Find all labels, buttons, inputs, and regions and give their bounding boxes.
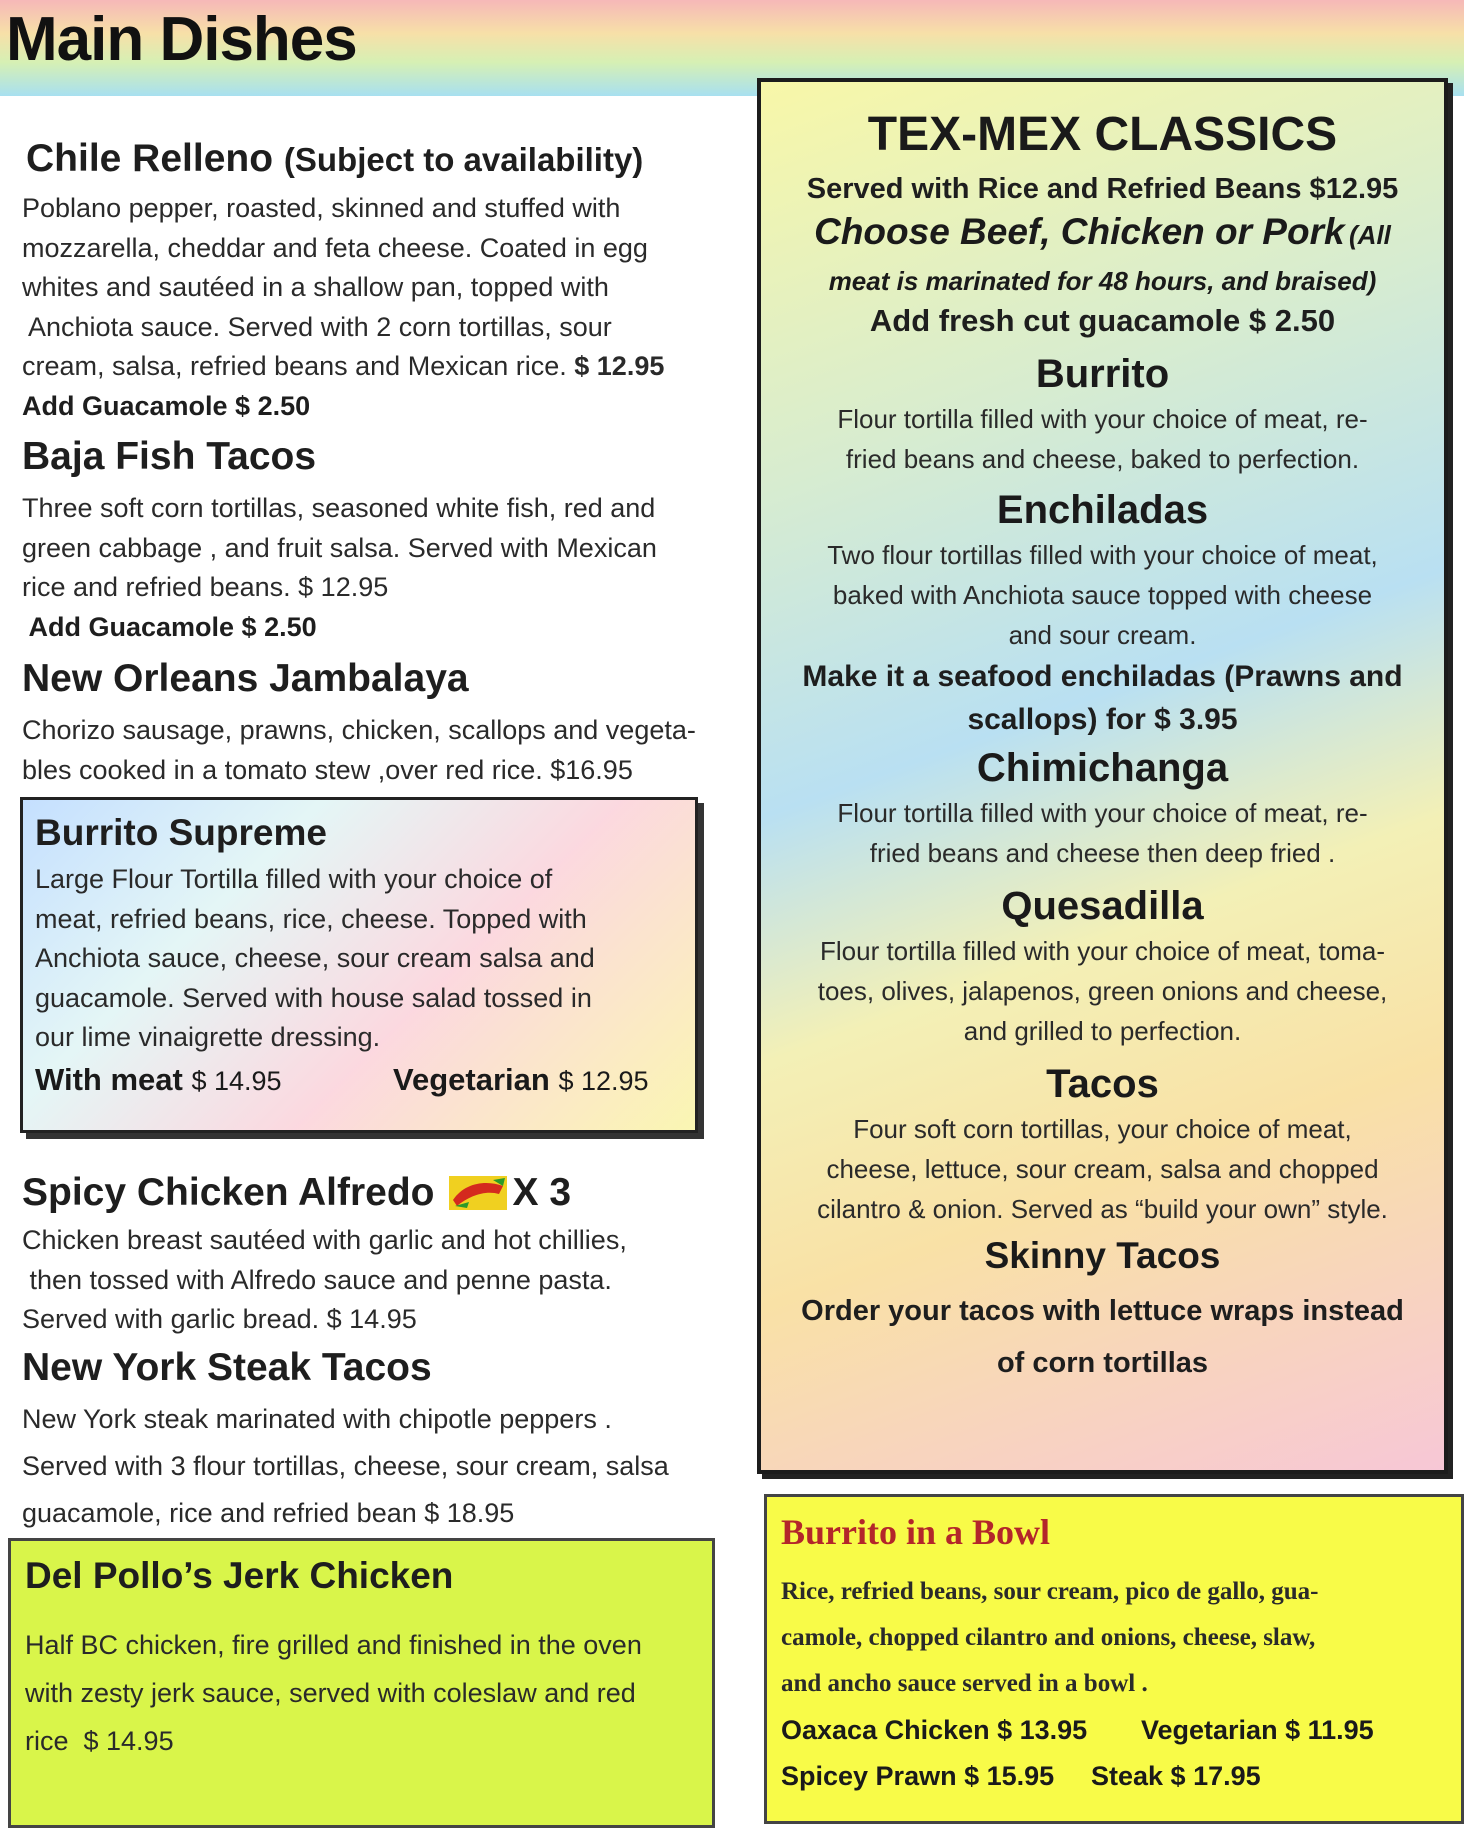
desc-line: Large Flour Tortilla filled with your choice of: [35, 864, 553, 894]
price-value: $ 14.95: [191, 1065, 282, 1096]
item-title-chimichanga: Chimichanga: [976, 746, 1229, 790]
desc-line: of corn tortillas: [996, 1347, 1209, 1379]
price-spicey-prawn: Spicey Prawn $ 15.95: [781, 1761, 1055, 1791]
availability-note: (Subject to availability): [283, 141, 644, 178]
choose-note: (All: [1349, 220, 1391, 250]
dish-title-alfredo: [22, 1170, 571, 1216]
item-description: [761, 535, 1444, 655]
dish-title-text: Chile Relleno: [26, 137, 274, 180]
desc-line: with zesty jerk sauce, served with coleslaw and red: [25, 1678, 636, 1708]
price-with-meat: [35, 1062, 393, 1098]
desc-line: and ancho sauce served in a bowl .: [781, 1670, 1148, 1697]
price-steak: Steak $ 17.95: [1091, 1761, 1261, 1791]
item-description: [761, 1109, 1444, 1229]
desc-line: Three soft corn tortillas, seasoned white fish, red and: [22, 493, 656, 523]
item-title-tacos: Tacos: [1046, 1062, 1159, 1106]
chili-pepper-icon: [449, 1176, 507, 1210]
dish-title: [26, 136, 746, 183]
desc-line: and grilled to perfection.: [963, 1016, 1242, 1046]
desc-line: guacamole. Served with house salad tossed in: [35, 982, 592, 1013]
item-title-burrito: Burrito: [1035, 352, 1170, 396]
burrito-in-a-bowl-box: [764, 1494, 1464, 1824]
section-title: TEX-MEX CLASSICS: [867, 108, 1338, 161]
desc-line: then tossed with Alfredo sauce and penne pasta.: [22, 1264, 612, 1295]
desc-line-text: cream, salsa, refried beans and Mexican rice.: [22, 351, 567, 381]
desc-line: rice and refried beans. $ 12.95: [22, 572, 389, 602]
desc-line: Flour tortilla filled with your choice of meat, re-: [837, 404, 1368, 434]
price-value: $ 12.95: [558, 1065, 649, 1096]
desc-line: Flour tortilla filled with your choice of meat, re-: [837, 798, 1368, 828]
desc-line: Make it a seafood enchiladas (Prawns and: [802, 660, 1403, 693]
dish-title-jerk: Del Pollo’s Jerk Chicken: [25, 1555, 454, 1596]
choose-text: Choose Beef, Chicken or Pork: [814, 211, 1345, 252]
item-description: [761, 793, 1444, 873]
desc-line: mozzarella, cheddar and feta cheese. Coated in egg: [22, 232, 648, 263]
served-with: Served with Rice and Refried Beans $12.95: [806, 173, 1399, 205]
page-title: Main Dishes: [6, 5, 357, 74]
choose-meat: [761, 209, 1444, 263]
steak-description: [22, 1396, 752, 1537]
dish-title-baja: Baja Fish Tacos: [22, 435, 317, 478]
addon-guacamole: Add Guacamole $ 2.50: [22, 390, 311, 421]
desc-line: and sour cream.: [1008, 620, 1197, 650]
chile-relleno-description: [22, 189, 742, 426]
desc-line: Chorizo sausage, prawns, chicken, scallops and vegeta-: [22, 715, 696, 745]
desc-line: Poblano pepper, roasted, skinned and stuffed with: [22, 193, 621, 223]
desc-line: rice $ 14.95: [25, 1726, 174, 1756]
desc-line: Served with 3 flour tortillas, cheese, sour cream, salsa: [22, 1451, 669, 1481]
desc-line: bles cooked in a tomato stew ,over red rice. $16.95: [22, 754, 633, 785]
desc-line: Rice, refried beans, sour cream, pico de gallo, gua-: [781, 1578, 1319, 1605]
price-label: With meat: [35, 1061, 183, 1097]
dish-title-text: Spicy Chicken Alfredo: [22, 1171, 435, 1214]
desc-line: guacamole, rice and refried bean $ 18.95: [22, 1498, 515, 1528]
desc-line: fried beans and cheese then deep fried .: [869, 838, 1336, 868]
section-chile-relleno: [26, 136, 746, 183]
item-title-skinny-tacos: Skinny Tacos: [984, 1235, 1221, 1276]
desc-line: Chicken breast sautéed with garlic and hot chillies,: [22, 1225, 627, 1255]
desc-line: cheese, lettuce, sour cream, salsa and chopped: [826, 1154, 1379, 1184]
desc-line: Anchiota sauce. Served with 2 corn tortillas, sour: [22, 311, 612, 342]
desc-line: green cabbage , and fruit salsa. Served with Mexican: [22, 532, 657, 563]
desc-line: Two flour tortillas filled with your choice of meat,: [827, 540, 1378, 570]
jerk-description: [25, 1621, 698, 1765]
price-row: [781, 1707, 1447, 1753]
desc-line: Served with garlic bread. $ 14.95: [22, 1304, 417, 1334]
item-description: [761, 399, 1444, 479]
desc-line: whites and sautéed in a shallow pan, topped with: [22, 272, 609, 302]
addon-guacamole: Add Guacamole $ 2.50: [22, 611, 317, 642]
dish-title-jambalaya: New Orleans Jambalaya: [22, 657, 469, 700]
item-title-quesadilla: Quesadilla: [1001, 884, 1204, 928]
desc-line: baked with Anchiota sauce topped with cheese: [832, 580, 1373, 610]
desc-line: Flour tortilla filled with your choice of meat, toma-: [820, 936, 1385, 966]
price: $ 12.95: [574, 351, 665, 381]
price-row: [781, 1753, 1447, 1799]
desc-line: camole, chopped cilantro and onions, cheese, slaw,: [781, 1624, 1316, 1651]
desc-line: our lime vinaigrette dressing.: [35, 1022, 381, 1052]
bowl-prices: [781, 1707, 1447, 1799]
dish-title-steak: New York Steak Tacos: [22, 1346, 432, 1389]
baja-description: [22, 489, 742, 647]
desc-line: [22, 347, 742, 387]
dish-title-supreme: Burrito Supreme: [35, 812, 327, 853]
jerk-chicken-box: [8, 1538, 715, 1828]
desc-line: Anchiota sauce, cheese, sour cream salsa and: [35, 943, 595, 973]
desc-line: cilantro & onion. Served as “build your own” style.: [817, 1194, 1388, 1224]
tex-mex-classics-box: [757, 78, 1448, 1474]
desc-line: Half BC chicken, fire grilled and finished in the oven: [25, 1630, 642, 1660]
price-label: Vegetarian: [393, 1061, 550, 1097]
desc-line: New York steak marinated with chipotle peppers .: [22, 1404, 612, 1434]
add-guacamole: Add fresh cut guacamole $ 2.50: [869, 303, 1336, 338]
skinny-tacos-note: [761, 1285, 1444, 1389]
supreme-description: [35, 860, 683, 1058]
desc-line: meat, refried beans, rice, cheese. Topped with: [35, 903, 587, 934]
jambalaya-description: [22, 711, 752, 790]
desc-line: scallops) for $ 3.95: [967, 703, 1238, 736]
burrito-supreme-box: [20, 797, 698, 1133]
item-description: [761, 931, 1444, 1051]
bowl-description: [781, 1569, 1447, 1707]
desc-line: Order your tacos with lettuce wraps instead: [801, 1295, 1404, 1327]
alfredo-description: [22, 1221, 742, 1340]
choose-note-line: meat is marinated for 48 hours, and braised): [828, 266, 1377, 296]
supreme-prices: [35, 1062, 683, 1098]
item-title-enchiladas: Enchiladas: [996, 488, 1209, 532]
price-oaxaca-chicken: Oaxaca Chicken $ 13.95: [781, 1715, 1088, 1745]
price-vegetarian: [393, 1062, 649, 1098]
desc-line: Four soft corn tortillas, your choice of meat,: [853, 1114, 1352, 1144]
bowl-title: Burrito in a Bowl: [781, 1512, 1051, 1552]
heat-level: X 3: [512, 1171, 572, 1214]
seafood-upgrade: [761, 655, 1444, 741]
desc-line: toes, olives, jalapenos, green onions and cheese,: [817, 976, 1388, 1006]
desc-line: fried beans and cheese, baked to perfection.: [845, 444, 1360, 474]
price-vegetarian: Vegetarian $ 11.95: [1141, 1715, 1374, 1745]
